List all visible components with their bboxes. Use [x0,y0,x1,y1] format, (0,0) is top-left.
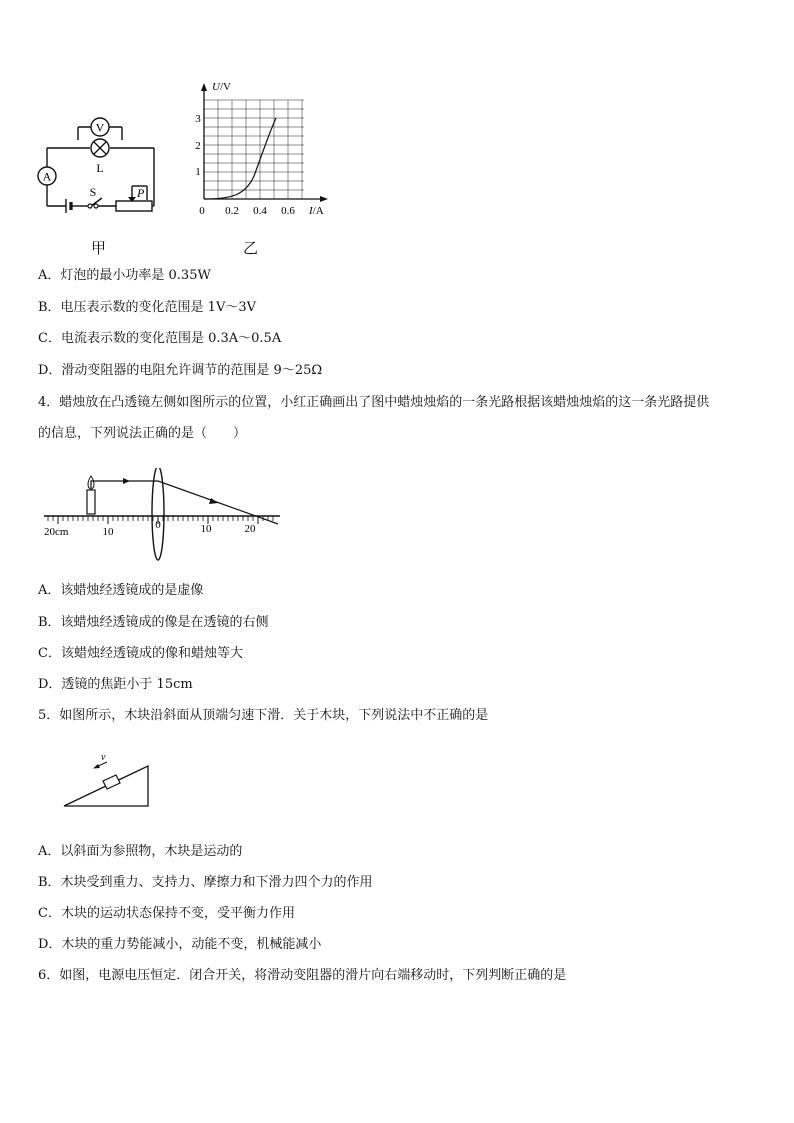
circuit-diagram [36,108,164,218]
q5-option-b: B．木块受到重力、支持力、摩擦力和下滑力四个力的作用 [38,875,373,890]
lens-diagram [40,468,285,568]
q5-option-c: C．木块的运动状态保持不变，受平衡力作用 [38,906,295,921]
q6-stem: 6．如图，电源电压恒定．闭合开关，将滑动变阻器的滑片向右端移动时，下列判断正确的是 [38,968,567,983]
q4-option-d: D．透镜的焦距小于 15cm [38,677,193,692]
q4-stem-line1: 4．蜡烛放在凸透镜左侧如图所示的位置，小红正确画出了图中蜡烛烛焰的一条光路根据该蜡烛烛焰的这一条光路提供 [38,395,710,410]
voltmeter-label: V [95,120,105,135]
slider-label: P [137,186,145,200]
q5-stem: 5．如图所示，木块沿斜面从顶端匀速下滑．关于木块，下列说法中不正确的是 [38,708,489,723]
x-tick: 0.2 [225,205,239,217]
y-tick: 2 [195,140,201,152]
q3-option-b: B．电压表示数的变化范围是 1V～3V [38,300,257,315]
incline-diagram [60,750,156,810]
y-axis-label: U/V [212,81,231,93]
ruler-label: 10 [102,526,114,538]
q4-stem-line2: 的信息，下列说法正确的是（ ） [38,426,247,441]
x-tick: 0 [199,205,205,217]
y-tick: 3 [195,113,201,125]
figure-caption-circuit: 甲 [91,239,107,257]
x-axis-label: I/A [309,205,324,217]
convex-lens [152,468,164,560]
lamp-symbol [91,139,109,175]
ruler-label: 20cm [44,526,69,538]
ui-graph [190,78,340,224]
x-tick: 0.4 [253,205,267,217]
velocity-label: v [101,752,106,763]
iv-curve [204,118,276,199]
light-ray [91,481,278,524]
ammeter-label: A [42,169,52,184]
q5-option-d: D．木块的重力势能减小，动能不变，机械能减小 [38,937,322,952]
q4-option-b: B．该蜡烛经透镜成的像是在透镜的右侧 [38,615,269,630]
q4-option-c: C．该蜡烛经透镜成的像和蜡烛等大 [38,646,243,661]
ruler-label: 10 [200,523,212,535]
figure-caption-graph: 乙 [243,239,259,257]
q3-option-a: A．灯泡的最小功率是 0.35W [38,268,211,283]
ruler-label: 0 [155,519,161,531]
x-tick: 0.6 [281,205,295,217]
ammeter-symbol [38,167,56,185]
switch-label: S [89,185,97,199]
q3-option-c: C．电流表示数的变化范围是 0.3A～0.5A [38,331,282,346]
q4-option-a: A．该蜡烛经透镜成的是虚像 [38,583,204,598]
ruler-label: 20 [244,523,256,535]
q5-option-a: A．以斜面为参照物，木块是运动的 [38,844,243,859]
q3-option-d: D．滑动变阻器的电阻允许调节的范围是 9～25Ω [38,363,323,378]
voltmeter-symbol [91,118,109,136]
wooden-block [103,775,120,789]
lamp-label: L [96,161,104,175]
y-tick: 1 [195,166,201,178]
